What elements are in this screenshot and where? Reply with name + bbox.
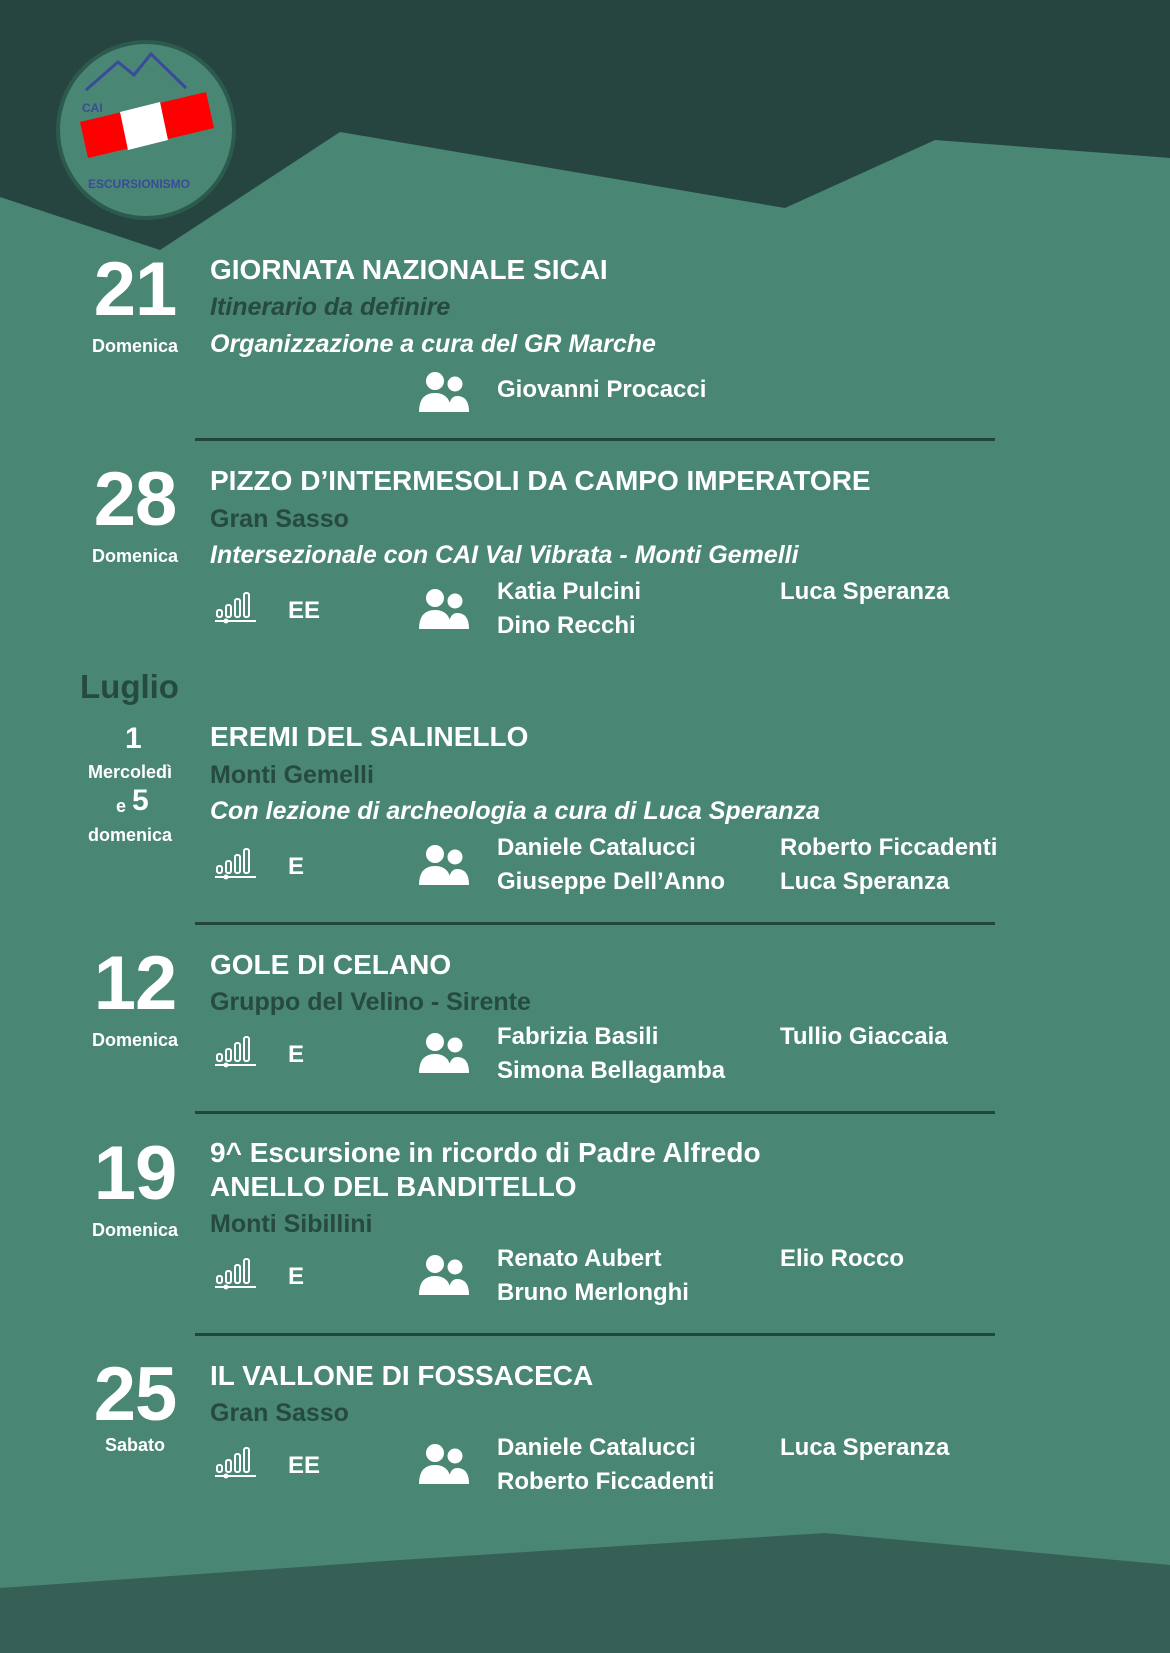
event5-weekday: Domenica xyxy=(91,1220,179,1240)
people-icon xyxy=(418,843,470,887)
event5-leader-3: Elio Rocco xyxy=(780,1245,905,1272)
event2-day: 28 xyxy=(93,457,177,542)
people-icon xyxy=(418,370,470,414)
event2-leader-1: Katia Pulcini xyxy=(497,578,642,605)
logo-bottom-text: ESCURSIONISMO xyxy=(88,177,191,191)
event2-weekday: Domenica xyxy=(91,546,179,566)
difficulty-icon xyxy=(214,1445,258,1481)
separator xyxy=(195,922,995,925)
event5-title-2: ANELLO DEL BANDITELLO xyxy=(210,1171,577,1202)
difficulty-icon xyxy=(214,590,258,626)
event3-title: EREMI DEL SALINELLO xyxy=(210,721,529,752)
event3-leader-2: Giuseppe Dell’Anno xyxy=(497,868,726,895)
event1-note2: Organizzazione a cura del GR Marche xyxy=(210,330,656,358)
event1-leader: Giovanni Procacci xyxy=(497,376,707,403)
event4-day: 12 xyxy=(93,941,177,1026)
event4-area: Gruppo del Velino - Sirente xyxy=(210,988,531,1016)
event3-leader-4: Luca Speranza xyxy=(780,868,950,895)
event4-leader-2: Simona Bellagamba xyxy=(497,1057,726,1084)
difficulty-icon xyxy=(214,1256,258,1292)
event4-title: GOLE DI CELANO xyxy=(210,949,452,980)
event4-difficulty: E xyxy=(288,1041,305,1068)
event3-leader-1: Daniele Catalucci xyxy=(497,834,696,861)
event3-note: Con lezione di archeologia a cura di Luca Speranza xyxy=(210,797,820,825)
event4-leader-1: Fabrizia Basili xyxy=(497,1023,659,1050)
event6-leader-1: Daniele Catalucci xyxy=(497,1434,696,1461)
event3-day: 1 xyxy=(125,722,142,755)
event1-day: 21 xyxy=(93,247,177,332)
event4-weekday: Domenica xyxy=(91,1030,179,1050)
event2-leader-2: Dino Recchi xyxy=(497,612,636,639)
logo-top-text: CAI xyxy=(82,101,103,115)
event6-area: Gran Sasso xyxy=(210,1399,349,1427)
event1-title: GIORNATA NAZIONALE SICAI xyxy=(210,254,608,285)
event3-day2: 5 xyxy=(132,784,149,817)
event2-difficulty: EE xyxy=(288,597,321,624)
separator xyxy=(195,1333,995,1336)
event4-leader-3: Tullio Giaccaia xyxy=(780,1023,948,1050)
event6-weekday: Sabato xyxy=(104,1435,165,1455)
people-icon xyxy=(418,1253,470,1297)
separator xyxy=(195,438,995,441)
event3-and: e xyxy=(116,796,127,816)
event2-area: Gran Sasso xyxy=(210,505,349,533)
event2-title: PIZZO D’INTERMESOLI DA CAMPO IMPERATORE xyxy=(210,465,871,496)
event5-difficulty: E xyxy=(288,1263,305,1290)
separator xyxy=(195,1111,995,1114)
event2-note: Intersezionale con CAI Val Vibrata - Monti Gemelli xyxy=(210,541,799,569)
event2-leader-3: Luca Speranza xyxy=(780,578,950,605)
event6-leader-3: Luca Speranza xyxy=(780,1434,950,1461)
event5-title: 9^ Escursione in ricordo di Padre Alfredo xyxy=(210,1137,761,1168)
month-heading: Luglio xyxy=(80,668,179,705)
event6-difficulty: EE xyxy=(288,1452,321,1479)
cai-escursionismo-logo xyxy=(56,40,236,220)
event5-area: Monti Sibillini xyxy=(210,1210,373,1238)
event6-leader-2: Roberto Ficcadenti xyxy=(497,1468,715,1495)
event3-area: Monti Gemelli xyxy=(210,761,374,789)
event6-title: IL VALLONE DI FOSSACECA xyxy=(210,1360,594,1391)
event5-day: 19 xyxy=(93,1131,177,1216)
people-icon xyxy=(418,587,470,631)
people-icon xyxy=(418,1442,470,1486)
event3-leader-3: Roberto Ficcadenti xyxy=(780,834,998,861)
event3-weekday: Mercoledì xyxy=(88,762,173,782)
difficulty-icon xyxy=(214,1034,258,1070)
event5-leader-1: Renato Aubert xyxy=(497,1245,662,1272)
people-icon xyxy=(418,1031,470,1075)
event3-difficulty: E xyxy=(288,853,305,880)
event1-weekday: Domenica xyxy=(91,336,179,356)
difficulty-icon xyxy=(214,846,258,882)
event3-weekday2: domenica xyxy=(88,825,173,845)
event6-day: 25 xyxy=(93,1352,177,1437)
event1-note1: Itinerario da definire xyxy=(210,293,451,321)
event5-leader-2: Bruno Merlonghi xyxy=(497,1279,689,1306)
